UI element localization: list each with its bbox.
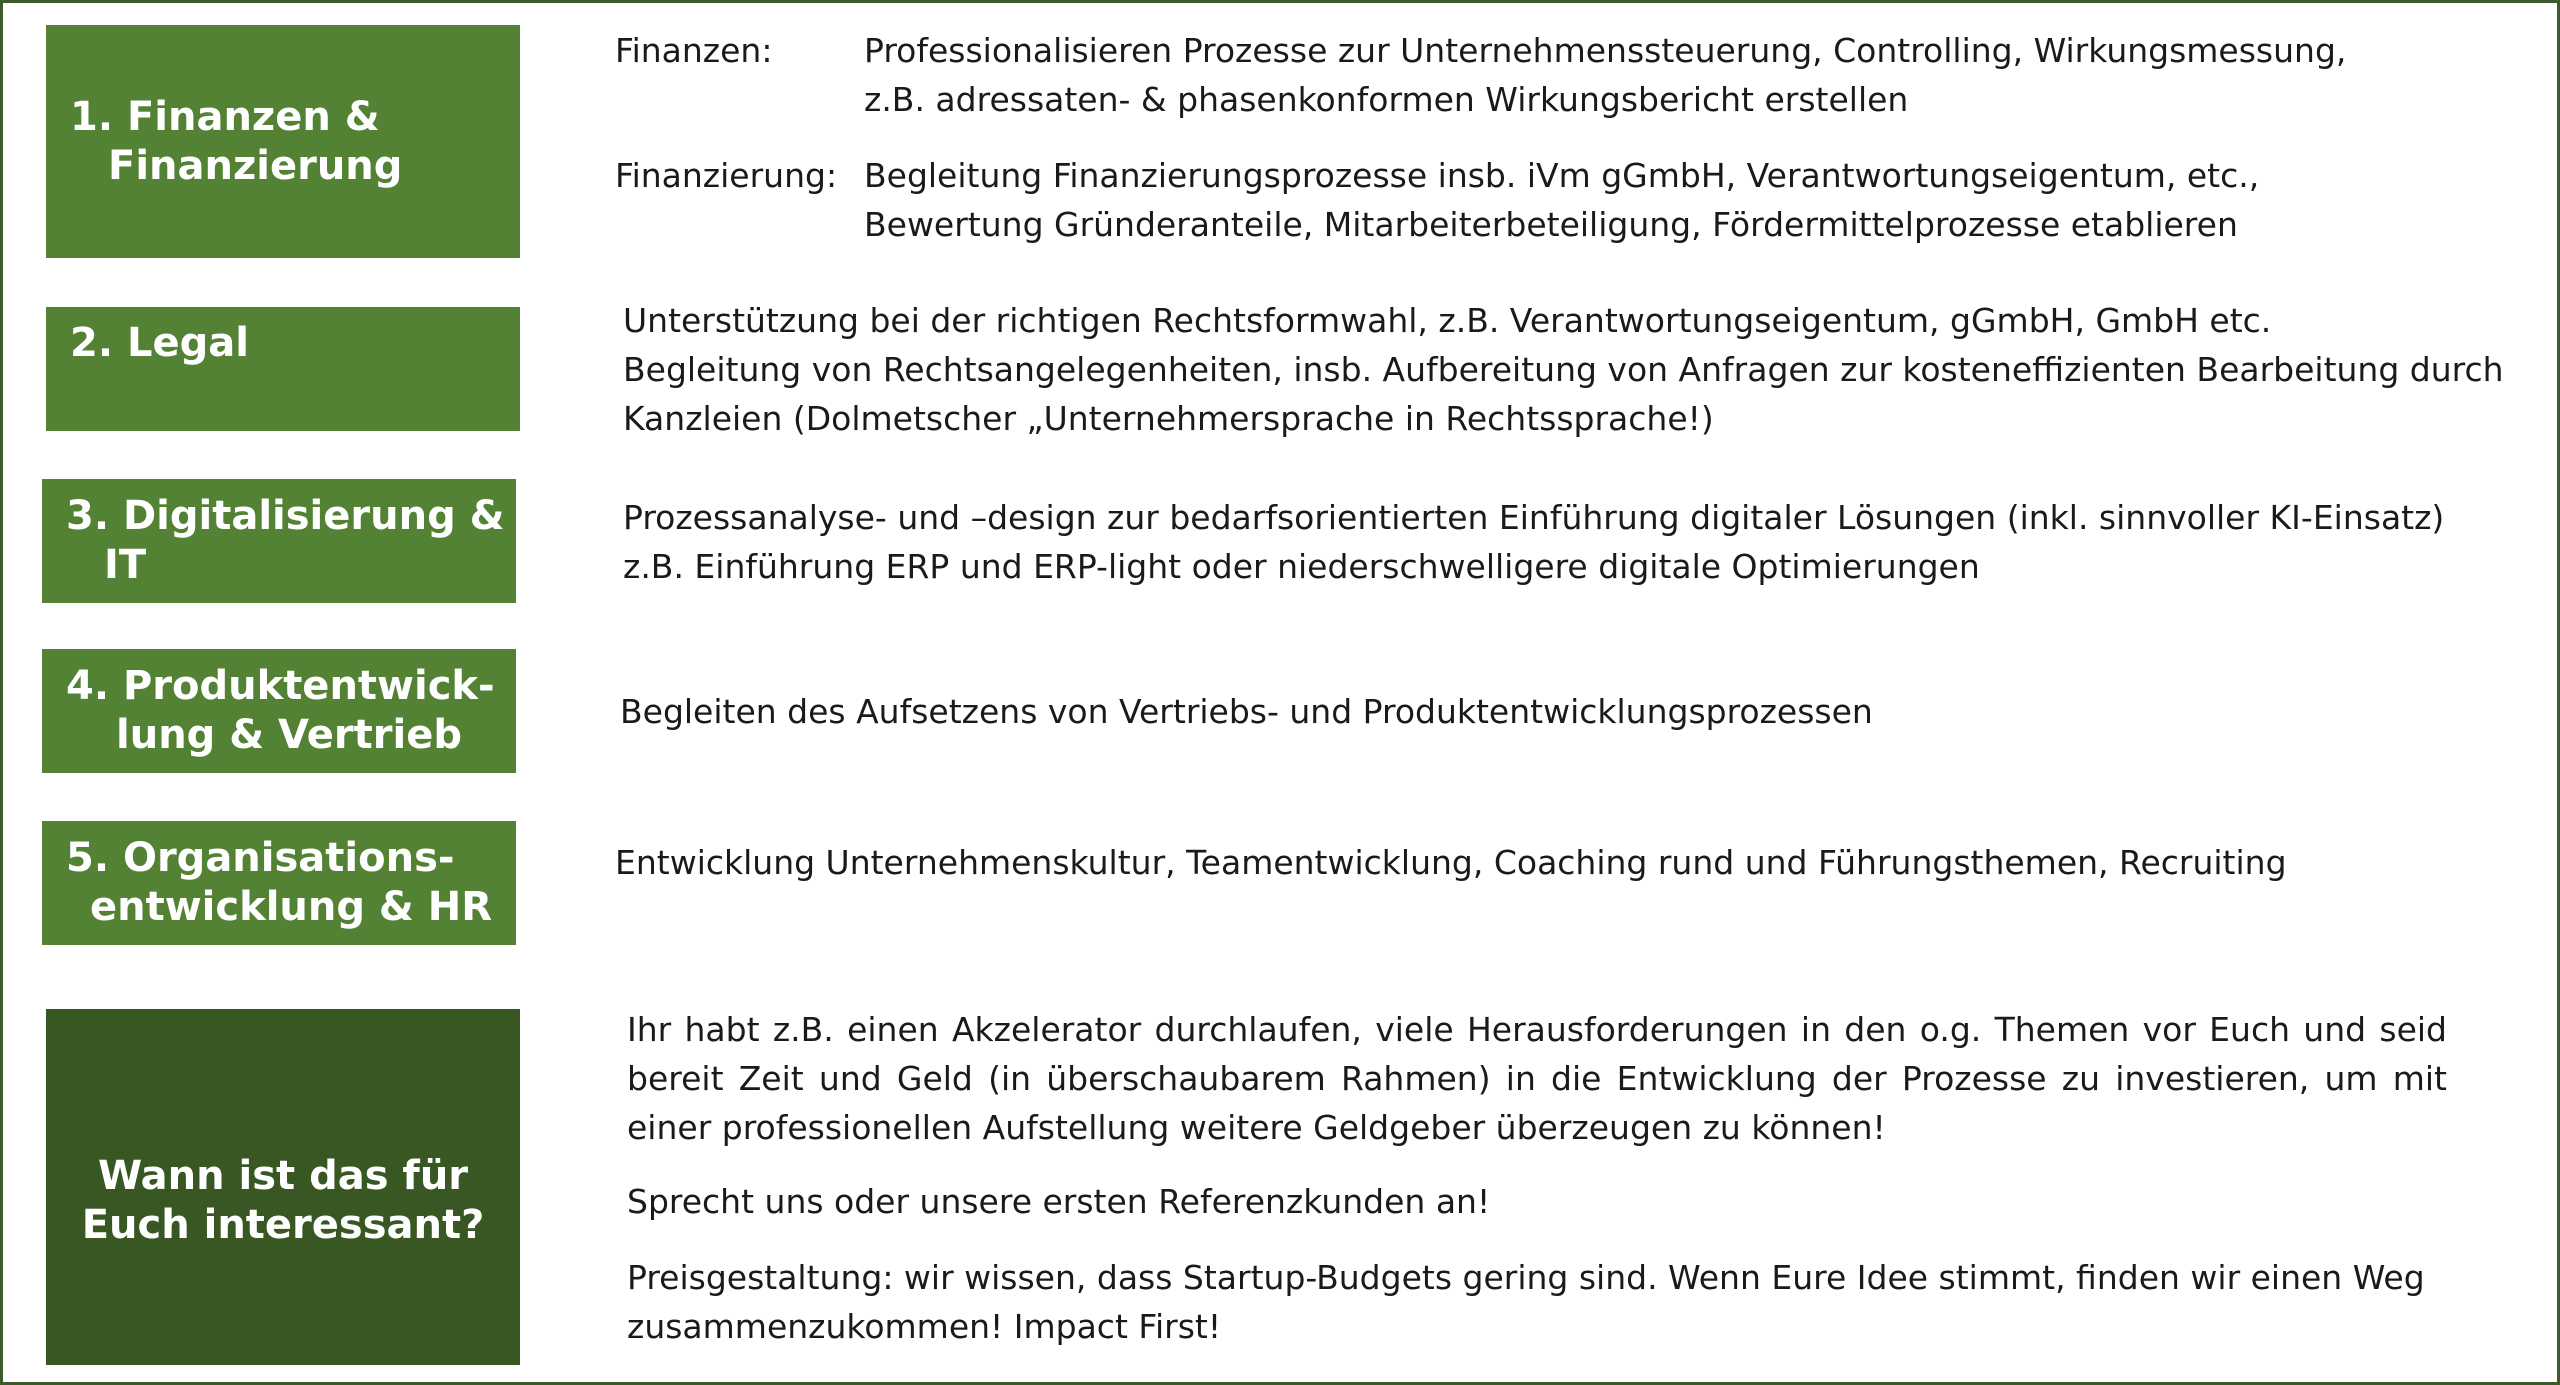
box-title-line1: 2. Legal [70,320,249,366]
label-finanzen: Finanzen: [615,31,773,70]
box-title-line1: Wann ist das für [97,1153,469,1199]
box-legal [46,307,520,431]
box-title-line1: 3. Digitalisierung & [66,493,505,539]
box-produktentwicklung-vertrieb [42,649,516,773]
box-organisationsentwicklung-hr [42,821,516,945]
finanzen-line-1: Professionalisieren Prozesse zur Unternehmenssteuerung, Controlling, Wirkungsmessung, [864,31,2347,70]
final-paragraph-1: Ihr habt z.B. einen Akzelerator durchlaufen, viele Herausforderungen in den o.g. Themen vor Euch und seid bereit Zeit und Geld (in überschaubarem Rahmen) in die Entwicklung der Prozesse zu investieren, um mit einer professionellen Aufstellung weitere Geldgeber überzeugen zu können! [627,1010,2447,1147]
organisationsentwicklung-line-1: Entwicklung Unternehmenskultur, Teamentwicklung, Coaching rund und Führungsthemen, Recruiting [615,843,2287,882]
produktentwicklung-line-1: Begleiten des Aufsetzens von Vertriebs- und Produktentwicklungsprozessen [620,692,1873,731]
final-paragraph-3-line-2: zusammenzukommen! Impact First! [627,1307,1222,1346]
box-wann-interessant [46,1009,520,1365]
finanzierung-line-2: Bewertung Gründeranteile, Mitarbeiterbeteiligung, Fördermittelprozesse etablieren [864,205,2238,244]
finanzen-line-2: z.B. adressaten- & phasenkonformen Wirkungsbericht erstellen [864,80,1909,119]
digitalisierung-line-2: z.B. Einführung ERP und ERP-light oder niederschwelligere digitale Optimierungen [623,547,1980,586]
legal-line-1: Unterstützung bei der richtigen Rechtsformwahl, z.B. Verantwortungseigentum, gGmbH, GmbH etc. [623,301,2272,340]
box-title-line2: entwicklung & HR [90,884,493,930]
box-title-line1: 1. Finanzen & [70,93,380,140]
final-paragraph-3-line-1: Preisgestaltung: wir wissen, dass Startup-Budgets gering sind. Wenn Eure Idee stimmt, finden wir einen Weg [627,1258,2425,1297]
finanzierung-line-1: Begleitung Finanzierungsprozesse insb. iVm gGmbH, Verantwortungseigentum, etc., [864,156,2260,195]
legal-line-3: Kanzleien (Dolmetscher „Unternehmersprache in Rechtssprache!) [623,399,1714,438]
box-title-line2: IT [104,542,147,588]
box-title-line2: lung & Vertrieb [116,712,462,758]
final-paragraph-2: Sprecht uns oder unsere ersten Referenzkunden an! [627,1182,1491,1221]
box-title-line1: 4. Produktentwick- [66,663,495,709]
legal-line-2: Begleitung von Rechtsangelegenheiten, insb. Aufbereitung von Anfragen zur kosteneffizienten Bearbeitung durch [623,350,2504,389]
box-finanzen-finanzierung [46,25,520,258]
box-title-line1: 5. Organisations- [66,835,455,881]
box-title-line2: Euch interessant? [81,1202,485,1248]
label-finanzierung: Finanzierung: [615,156,838,195]
box-digitalisierung-it [42,479,516,603]
box-title-line2: Finanzierung [108,142,403,189]
digitalisierung-line-1: Prozessanalyse- und –design zur bedarfsorientierten Einführung digitaler Lösungen (inkl. sinnvoller KI-Einsatz) [623,498,2445,537]
